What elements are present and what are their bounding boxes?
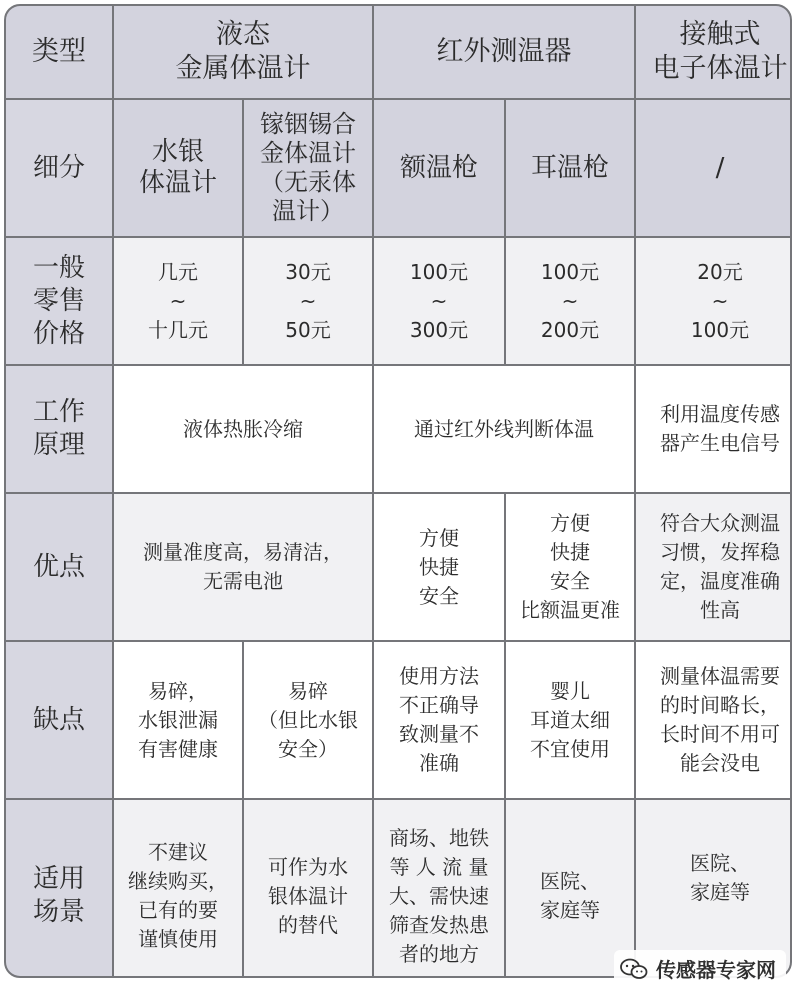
row-label-disadvantages: 缺点 — [6, 642, 112, 798]
advantages-ear: 方便 快捷 安全 比额温更准 — [506, 494, 634, 640]
principle-electronic: 利用温度传感 器产生电信号 — [636, 366, 792, 492]
disadvantages-ear: 婴儿 耳道太细 不宜使用 — [506, 642, 634, 798]
advantages-forehead: 方便 快捷 安全 — [374, 494, 504, 640]
header-type: 类型 — [6, 6, 112, 98]
scenarios-ear: 医院、 家庭等 — [506, 800, 634, 978]
price-ear: 100元 ~ 200元 — [506, 238, 634, 364]
disadvantages-electronic: 测量体温需要 的时间略长， 长时间不用可 能会没电 — [636, 642, 792, 798]
row-label-principle: 工作 原理 — [6, 366, 112, 492]
principle-infrared: 通过红外线判断体温 — [374, 366, 634, 492]
subtype-ear: 耳温枪 — [506, 100, 634, 236]
advantages-electronic: 符合大众测温 习惯，发挥稳 定，温度准确 性高 — [636, 494, 792, 640]
disadvantages-forehead: 使用方法 不正确导 致测量不 准确 — [374, 642, 504, 798]
principle-liquid-metal: 液体热胀冷缩 — [114, 366, 372, 492]
row-label-subdivision: 细分 — [6, 100, 112, 236]
header-contact-electronic: 接触式 电子体温计 — [636, 6, 792, 98]
price-electronic: 20元 ~ 100元 — [636, 238, 792, 364]
price-gallium: 30元 ~ 50元 — [244, 238, 372, 364]
scenarios-mercury: 不建议 继续购买， 已有的要 谨慎使用 — [114, 800, 242, 978]
watermark — [614, 950, 786, 987]
wechat-icon — [620, 958, 648, 980]
subtype-mercury: 水银 体温计 — [114, 100, 242, 236]
row-label-advantages: 优点 — [6, 494, 112, 640]
scenarios-electronic: 医院、 家庭等 — [636, 800, 792, 978]
scenarios-forehead: 商场、地铁 等 人 流 量 大、需快速 筛查发热患 者的地方 — [374, 800, 504, 978]
subtype-electronic: / — [636, 100, 792, 236]
price-forehead: 100元 ~ 300元 — [374, 238, 504, 364]
subtype-forehead: 额温枪 — [374, 100, 504, 236]
comparison-table — [4, 4, 792, 978]
scenarios-gallium: 可作为水 银体温计 的替代 — [244, 800, 372, 978]
advantages-liquid-metal: 测量准度高，易清洁， 无需电池 — [114, 494, 372, 640]
watermark-text: 传感器专家网 — [656, 958, 776, 982]
disadvantages-mercury: 易碎， 水银泄漏 有害健康 — [114, 642, 242, 798]
price-mercury: 几元 ~ 十几元 — [114, 238, 242, 364]
disadvantages-gallium: 易碎 （但比水银 安全） — [244, 642, 372, 798]
header-infrared: 红外测温器 — [374, 6, 634, 98]
row-label-scenarios: 适用 场景 — [6, 800, 112, 978]
row-label-price: 一般 零售 价格 — [6, 238, 112, 364]
subtype-gallium: 镓铟锡合 金体温计 （无汞体 温计） — [244, 100, 372, 236]
header-liquid-metal: 液态 金属体温计 — [114, 6, 372, 98]
